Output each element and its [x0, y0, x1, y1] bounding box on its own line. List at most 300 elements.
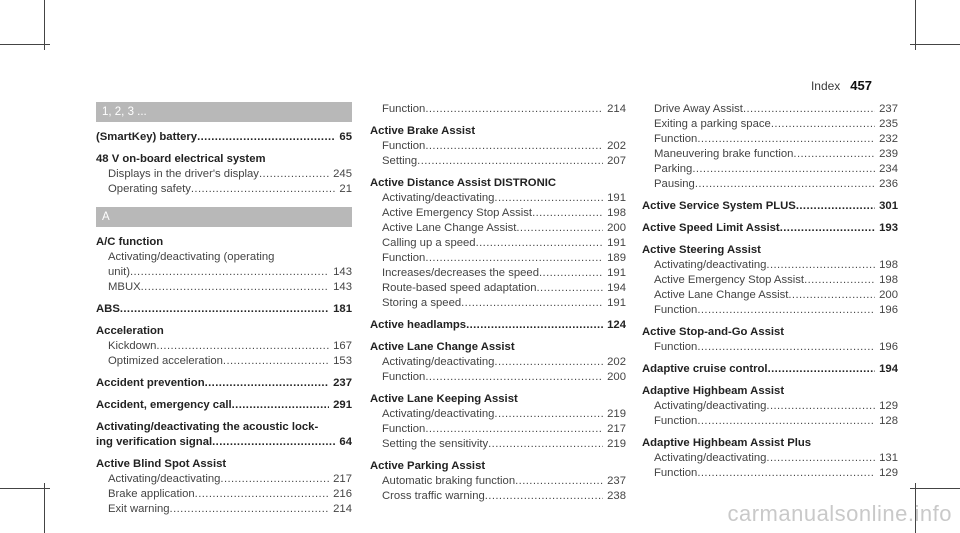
- index-text: Accident prevention: [96, 377, 205, 389]
- index-text: Automatic braking function: [382, 475, 516, 487]
- leader-dots: [425, 370, 603, 385]
- page-ref: 219: [607, 408, 626, 420]
- index-line: [642, 243, 898, 258]
- index-text: Setting: [382, 155, 418, 167]
- page-ref: 235: [879, 118, 898, 130]
- index-row: [654, 340, 898, 355]
- page-ref: 291: [333, 399, 352, 411]
- index-row: [96, 457, 352, 472]
- page-ref: 202: [607, 356, 626, 368]
- page-number: 457: [850, 78, 872, 93]
- index-row: [382, 236, 626, 251]
- index-text: Adaptive Highbeam Assist Plus: [642, 437, 812, 449]
- index-text: Active Service System PLUS: [642, 200, 796, 212]
- index-line: [642, 117, 898, 132]
- page-ref: 191: [607, 192, 626, 204]
- index-line: [642, 199, 898, 214]
- index-line: [370, 474, 626, 489]
- index-text: Adaptive Highbeam Assist: [642, 385, 785, 397]
- index-line: [96, 339, 352, 354]
- index-row: [382, 206, 626, 221]
- leader-dots: [494, 355, 603, 370]
- index-row: [654, 132, 898, 147]
- index-line: [96, 130, 352, 145]
- index-row: [108, 167, 352, 182]
- page-ref: 189: [607, 252, 626, 264]
- index-entry: [642, 362, 898, 377]
- leader-dots: [425, 422, 603, 437]
- index-row: [654, 177, 898, 192]
- index-row: [370, 318, 626, 333]
- leader-dots: [796, 199, 875, 214]
- index-line: [96, 152, 352, 167]
- index-row: [382, 489, 626, 504]
- index-text: Kickdown: [108, 340, 157, 352]
- index-line: [642, 303, 898, 318]
- index-text: Activating/deactivating (operating: [108, 251, 275, 263]
- index-row: [108, 182, 352, 197]
- index-row: [96, 130, 352, 145]
- index-line: [370, 206, 626, 221]
- index-row: [96, 435, 352, 450]
- index-row: [642, 199, 898, 214]
- index-entry: [642, 436, 898, 481]
- index-line: [370, 370, 626, 385]
- index-row: [370, 459, 626, 474]
- index-text: Accident, emergency call: [96, 399, 232, 411]
- index-entry: [96, 152, 352, 197]
- index-entry: [96, 324, 352, 369]
- index-row: [654, 117, 898, 132]
- index-line: [96, 354, 352, 369]
- index-text: Calling up a speed: [382, 237, 476, 249]
- index-text: Active Speed Limit Assist: [642, 222, 780, 234]
- index-row: [382, 281, 626, 296]
- index-text: Active Emergency Stop Assist: [654, 274, 805, 286]
- index-row: [642, 384, 898, 399]
- index-row: [382, 296, 626, 311]
- index-entry: [96, 130, 352, 145]
- leader-dots: [195, 487, 329, 502]
- leader-dots: [130, 265, 329, 280]
- index-text: Activating/deactivating: [654, 259, 767, 271]
- leader-dots: [692, 162, 875, 177]
- leader-dots: [212, 435, 335, 450]
- index-line: [642, 221, 898, 236]
- index-row: [654, 102, 898, 117]
- page-ref: 128: [879, 415, 898, 427]
- page-ref: 219: [607, 438, 626, 450]
- leader-dots: [788, 288, 875, 303]
- leader-dots: [494, 191, 603, 206]
- leader-dots: [191, 182, 336, 197]
- index-line: [370, 422, 626, 437]
- leader-dots: [425, 251, 603, 266]
- index-row: [96, 302, 352, 317]
- page-ref: 129: [879, 400, 898, 412]
- index-text: Active Stop-and-Go Assist: [642, 326, 785, 338]
- index-text: Parking: [654, 163, 693, 175]
- index-row: [642, 325, 898, 340]
- index-row: [654, 258, 898, 273]
- leader-dots: [697, 132, 875, 147]
- crop-mark: [0, 44, 50, 45]
- leader-dots: [804, 273, 875, 288]
- leader-dots: [743, 102, 875, 117]
- index-row: [642, 221, 898, 236]
- index-row: [382, 474, 626, 489]
- index-entry: [370, 176, 626, 311]
- index-entry: [642, 384, 898, 429]
- index-row: [108, 280, 352, 295]
- index-line: [370, 266, 626, 281]
- index-row: [382, 422, 626, 437]
- index-text: Active Blind Spot Assist: [96, 458, 227, 470]
- page-header: [811, 78, 872, 93]
- leader-dots: [425, 139, 603, 154]
- page-ref: 181: [333, 303, 352, 315]
- index-text: Brake application: [108, 488, 195, 500]
- leader-dots: [141, 280, 330, 295]
- index-line: [370, 459, 626, 474]
- page-ref: 207: [607, 155, 626, 167]
- index-row: [382, 251, 626, 266]
- index-line: [96, 502, 352, 517]
- index-entry: [96, 235, 352, 295]
- index-text: Active Distance Assist DISTRONIC: [370, 177, 557, 189]
- index-row: [370, 392, 626, 407]
- index-text: Function: [654, 133, 698, 145]
- page-ref: 191: [607, 267, 626, 279]
- index-line: [370, 102, 626, 117]
- leader-dots: [120, 302, 329, 317]
- page-ref: 239: [879, 148, 898, 160]
- page-ref: 196: [879, 341, 898, 353]
- index-column-1: [96, 102, 352, 524]
- header-label: Index: [810, 79, 841, 93]
- index-line: [642, 340, 898, 355]
- index-entry: [642, 325, 898, 355]
- index-text: MBUX: [108, 281, 141, 293]
- page-ref: 237: [333, 377, 352, 389]
- section-header: 1, 2, 3 ...: [96, 102, 352, 122]
- index-text: Function: [382, 103, 426, 115]
- index-entry: [96, 457, 352, 517]
- index-text: Active headlamps: [370, 319, 467, 331]
- index-entry: [96, 420, 352, 450]
- index-entry: [642, 199, 898, 214]
- index-column-2: [370, 102, 626, 511]
- crop-mark: [44, 0, 45, 50]
- index-row: [108, 339, 352, 354]
- index-entry: [96, 302, 352, 317]
- page-ref: 194: [879, 363, 898, 375]
- page-ref: 64: [339, 436, 352, 448]
- index-text: Increases/decreases the speed: [382, 267, 539, 279]
- index-text: Optimized acceleration: [108, 355, 223, 367]
- leader-dots: [537, 281, 604, 296]
- index-line: [370, 489, 626, 504]
- index-text: ing verification signal: [96, 436, 213, 448]
- index-row: [654, 466, 898, 481]
- index-line: [370, 340, 626, 355]
- index-row: [96, 324, 352, 339]
- index-row: [654, 399, 898, 414]
- index-line: [96, 235, 352, 250]
- leader-dots: [223, 354, 329, 369]
- index-line: [96, 324, 352, 339]
- page-ref: 191: [607, 237, 626, 249]
- crop-mark: [910, 44, 960, 45]
- index-line: [370, 296, 626, 311]
- index-text: Activating/deactivating: [382, 356, 495, 368]
- index-row: [654, 451, 898, 466]
- index-row: [108, 502, 352, 517]
- index-line: [642, 162, 898, 177]
- index-entry: [370, 459, 626, 504]
- page-ref: 237: [607, 475, 626, 487]
- index-line: [642, 362, 898, 377]
- index-text: Activating/deactivating: [382, 408, 495, 420]
- watermark: carmanualsonline.info: [727, 501, 952, 526]
- page-ref: 232: [879, 133, 898, 145]
- page-ref: 143: [333, 266, 352, 278]
- page-ref: 65: [339, 131, 352, 143]
- index-line: [642, 384, 898, 399]
- index-line: [642, 414, 898, 429]
- leader-dots: [170, 502, 330, 517]
- index-entry: [642, 102, 898, 192]
- leader-dots: [476, 236, 604, 251]
- leader-dots: [697, 414, 875, 429]
- leader-dots: [695, 177, 875, 192]
- index-line: [96, 167, 352, 182]
- index-line: [642, 436, 898, 451]
- page-ref: 193: [879, 222, 898, 234]
- index-entry: [370, 124, 626, 169]
- index-line: [370, 392, 626, 407]
- leader-dots: [793, 147, 875, 162]
- index-text: Function: [382, 423, 426, 435]
- index-text: Drive Away Assist: [654, 103, 743, 115]
- page-ref: 196: [879, 304, 898, 316]
- index-line: [642, 132, 898, 147]
- index-text: Activating/deactivating: [654, 400, 767, 412]
- index-line: [96, 420, 352, 450]
- index-line: [370, 124, 626, 139]
- index-text: Activating/deactivating the acoustic lock-: [96, 421, 319, 433]
- leader-dots: [461, 296, 603, 311]
- index-row: [370, 176, 626, 191]
- leader-dots: [417, 154, 603, 169]
- index-line: [370, 407, 626, 422]
- leader-dots: [516, 221, 603, 236]
- index-line: [96, 302, 352, 317]
- index-text: Active Lane Change Assist: [370, 341, 515, 353]
- leader-dots: [259, 167, 329, 182]
- index-entry: [370, 102, 626, 117]
- page-ref: 202: [607, 140, 626, 152]
- crop-mark: [44, 483, 45, 533]
- page-ref: 245: [333, 168, 352, 180]
- index-text: Maneuvering brake function: [654, 148, 794, 160]
- index-line: [642, 147, 898, 162]
- index-text: Pausing: [654, 178, 695, 190]
- index-line: [642, 273, 898, 288]
- index-line: [96, 250, 352, 280]
- index-row: [382, 139, 626, 154]
- index-entry: [96, 376, 352, 391]
- leader-dots: [197, 130, 335, 145]
- leader-dots: [232, 398, 330, 413]
- index-entry: [370, 392, 626, 452]
- index-row: [108, 265, 352, 280]
- index-text: Adaptive cruise control: [642, 363, 768, 375]
- index-row: [654, 303, 898, 318]
- index-text: Function: [382, 140, 426, 152]
- index-text: unit): [108, 266, 130, 278]
- index-text: Active Parking Assist: [370, 460, 486, 472]
- index-row: [642, 362, 898, 377]
- index-line: [642, 177, 898, 192]
- page-ref: 214: [333, 503, 352, 515]
- index-row: [654, 414, 898, 429]
- leader-dots: [220, 472, 329, 487]
- index-line: [642, 451, 898, 466]
- index-row: [654, 147, 898, 162]
- index-row: [642, 243, 898, 258]
- leader-dots: [766, 258, 875, 273]
- page-ref: 194: [607, 282, 626, 294]
- leader-dots: [539, 266, 603, 281]
- leader-dots: [697, 303, 875, 318]
- index-row: [382, 102, 626, 117]
- index-text: Active Steering Assist: [642, 244, 761, 256]
- page-ref: 217: [607, 423, 626, 435]
- crop-mark: [915, 0, 916, 50]
- index-text: Cross traffic warning: [382, 490, 485, 502]
- index-text: Function: [382, 252, 426, 264]
- index-text: Displays in the driver's display: [108, 168, 259, 180]
- index-line: [370, 221, 626, 236]
- leader-dots: [697, 466, 875, 481]
- leader-dots: [766, 399, 875, 414]
- leader-dots: [488, 437, 603, 452]
- page-ref: 129: [879, 467, 898, 479]
- index-row: [654, 273, 898, 288]
- leader-dots: [494, 407, 603, 422]
- index-entry: [370, 318, 626, 333]
- index-entry: [642, 243, 898, 318]
- page-ref: 236: [879, 178, 898, 190]
- index-row: [96, 152, 352, 167]
- index-row: [370, 340, 626, 355]
- leader-dots: [485, 489, 603, 504]
- page-ref: 301: [879, 200, 898, 212]
- index-row: [108, 472, 352, 487]
- crop-mark: [0, 488, 50, 489]
- page-ref: 234: [879, 163, 898, 175]
- page-ref: 21: [339, 183, 352, 195]
- index-line: [370, 437, 626, 452]
- page-ref: 214: [607, 103, 626, 115]
- index-row: [382, 355, 626, 370]
- leader-dots: [697, 340, 875, 355]
- index-line: [642, 288, 898, 303]
- index-text: 48 V on-board electrical system: [96, 153, 266, 165]
- index-text: Function: [654, 467, 698, 479]
- index-text: Storing a speed: [382, 297, 462, 309]
- leader-dots: [771, 117, 875, 132]
- crop-mark: [910, 488, 960, 489]
- index-line: [96, 376, 352, 391]
- index-row: [382, 154, 626, 169]
- index-line: [370, 281, 626, 296]
- page-ref: 238: [607, 490, 626, 502]
- index-line: [96, 472, 352, 487]
- index-text: Exiting a parking space: [654, 118, 771, 130]
- index-entry: [370, 340, 626, 385]
- index-text: Operating safety: [108, 183, 191, 195]
- page-ref: 198: [879, 274, 898, 286]
- page-ref: 153: [333, 355, 352, 367]
- index-line: [96, 457, 352, 472]
- index-row: [382, 370, 626, 385]
- index-row: [654, 162, 898, 177]
- index-text: Function: [382, 371, 426, 383]
- index-line: [642, 325, 898, 340]
- page-ref: 198: [879, 259, 898, 271]
- page-ref: 216: [333, 488, 352, 500]
- index-line: [96, 398, 352, 413]
- index-text: Active Emergency Stop Assist: [382, 207, 533, 219]
- index-row: [382, 191, 626, 206]
- index-row: [382, 221, 626, 236]
- index-row: [370, 124, 626, 139]
- page-ref: 143: [333, 281, 352, 293]
- index-line: [370, 318, 626, 333]
- index-text: A/C function: [96, 236, 164, 248]
- leader-dots: [766, 451, 875, 466]
- leader-dots: [425, 102, 603, 117]
- index-line: [96, 280, 352, 295]
- index-row: [96, 235, 352, 250]
- index-row: [382, 437, 626, 452]
- index-line: [642, 399, 898, 414]
- index-row: [108, 354, 352, 369]
- index-line: [370, 251, 626, 266]
- index-row: [96, 398, 352, 413]
- page-ref: 200: [607, 222, 626, 234]
- index-text: Activating/deactivating: [382, 192, 495, 204]
- index-line: [370, 139, 626, 154]
- index-text: (SmartKey) battery: [96, 131, 198, 143]
- index-row: [108, 487, 352, 502]
- leader-dots: [466, 318, 603, 333]
- index-column-3: [642, 102, 898, 488]
- leader-dots: [156, 339, 329, 354]
- index-text: Active Lane Keeping Assist: [370, 393, 518, 405]
- page-ref: 217: [333, 473, 352, 485]
- leader-dots: [515, 474, 603, 489]
- index-line: [370, 355, 626, 370]
- page-ref: 198: [607, 207, 626, 219]
- page-ref: 200: [607, 371, 626, 383]
- index-text: Acceleration: [96, 325, 164, 337]
- index-text: Function: [654, 415, 698, 427]
- index-row: [382, 266, 626, 281]
- page-ref: 131: [879, 452, 898, 464]
